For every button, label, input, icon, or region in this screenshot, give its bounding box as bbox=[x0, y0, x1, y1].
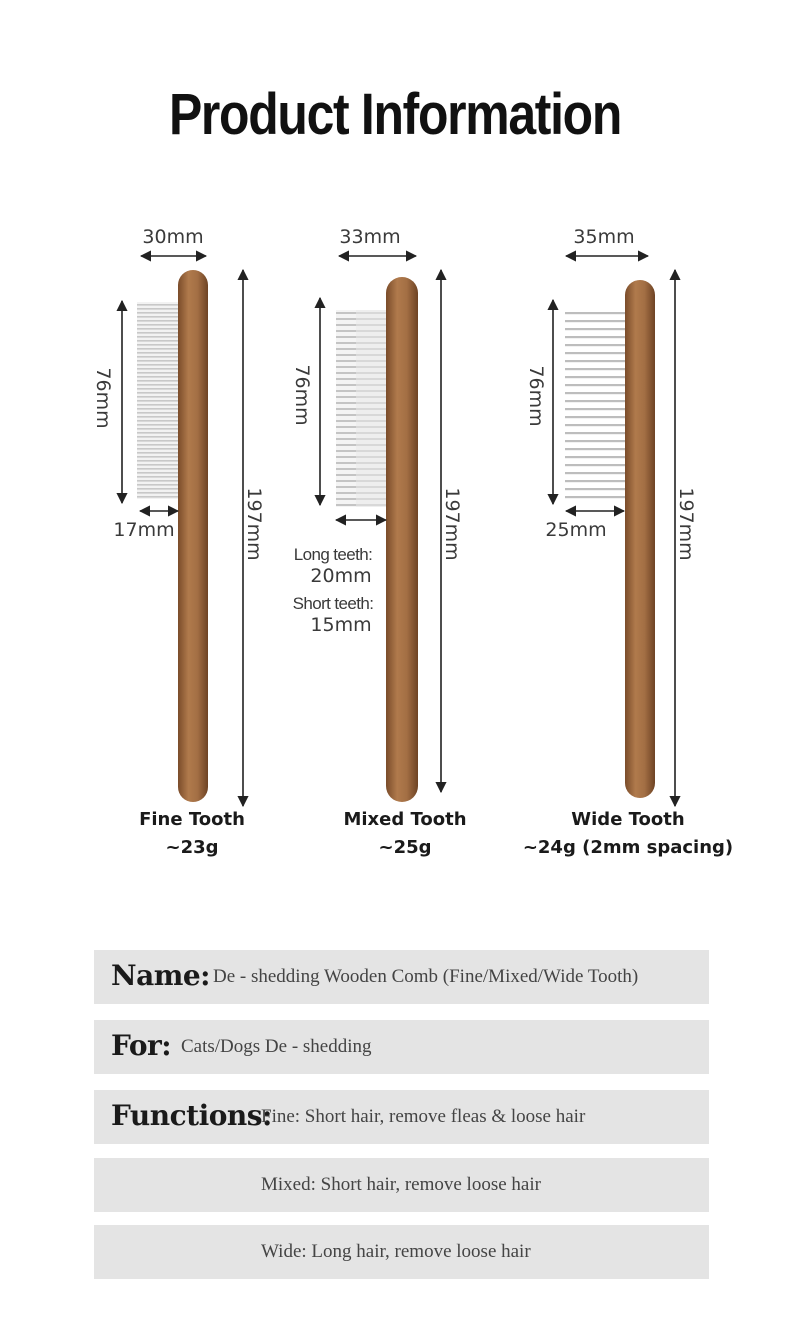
comb-fine-name: Fine Tooth bbox=[139, 809, 245, 830]
comb-fine-handle bbox=[178, 270, 208, 802]
comb-fine-weight: ~23g bbox=[165, 837, 219, 858]
comb-wide-teeth bbox=[565, 310, 627, 503]
name-label: Name: bbox=[111, 959, 211, 992]
comb-wide-teeth-length: 25mm bbox=[545, 519, 607, 541]
comb-wide-width: 35mm bbox=[573, 226, 635, 248]
comb-fine-teeth-length: 17mm bbox=[113, 519, 175, 541]
comb-mixed-handle bbox=[386, 277, 418, 802]
name-value: De - shedding Wooden Comb (Fine/Mixed/Wide Tooth) bbox=[213, 966, 639, 987]
comb-wide-name: Wide Tooth bbox=[571, 809, 685, 830]
comb-fine-teeth-height: 76mm bbox=[92, 367, 114, 429]
function-fine: Fine: Short hair, remove fleas & loose hair bbox=[261, 1106, 586, 1127]
comb-mixed-teeth-height: 76mm bbox=[291, 364, 313, 426]
comb-wide-handle bbox=[625, 280, 655, 798]
function-wide: Wide: Long hair, remove loose hair bbox=[261, 1241, 531, 1262]
comb-mixed-long-teeth-label: Long teeth: bbox=[293, 545, 373, 564]
comb-mixed-length: 197mm bbox=[441, 487, 463, 561]
comb-mixed-weight: ~25g bbox=[378, 837, 432, 858]
comb-fine-teeth bbox=[137, 302, 179, 499]
comb-wide-teeth-height: 76mm bbox=[525, 365, 547, 427]
comb-fine-width: 30mm bbox=[142, 226, 204, 248]
comb-fine-length: 197mm bbox=[243, 487, 265, 561]
info-row-functions bbox=[94, 1090, 709, 1144]
comb-mixed-short-teeth-value: 15mm bbox=[310, 614, 372, 636]
comb-mixed-teeth-short bbox=[356, 310, 388, 507]
comb-wide-caption bbox=[518, 806, 738, 862]
for-value: Cats/Dogs De - shedding bbox=[181, 1036, 372, 1057]
comb-fine bbox=[92, 226, 265, 806]
comb-mixed-name: Mixed Tooth bbox=[343, 809, 467, 830]
info-row-function-mixed bbox=[94, 1158, 709, 1212]
for-label: For: bbox=[111, 1029, 172, 1062]
comb-fine-caption bbox=[112, 806, 272, 862]
comb-mixed bbox=[291, 226, 463, 802]
page-title: Product Information bbox=[168, 82, 622, 147]
comb-mixed-short-teeth-label: Short teeth: bbox=[292, 594, 374, 613]
comb-wide-length: 197mm bbox=[675, 487, 697, 561]
comb-wide bbox=[525, 226, 697, 806]
info-row-for bbox=[94, 1020, 709, 1074]
comb-mixed-caption bbox=[320, 806, 490, 862]
comb-wide-weight: ~24g (2mm spacing) bbox=[522, 837, 734, 858]
functions-label: Functions: bbox=[111, 1099, 272, 1132]
comb-mixed-long-teeth-value: 20mm bbox=[310, 565, 372, 587]
info-row-name bbox=[94, 950, 709, 1004]
function-mixed: Mixed: Short hair, remove loose hair bbox=[261, 1174, 541, 1195]
info-row-function-wide bbox=[94, 1225, 709, 1279]
comb-mixed-width: 33mm bbox=[339, 226, 401, 248]
